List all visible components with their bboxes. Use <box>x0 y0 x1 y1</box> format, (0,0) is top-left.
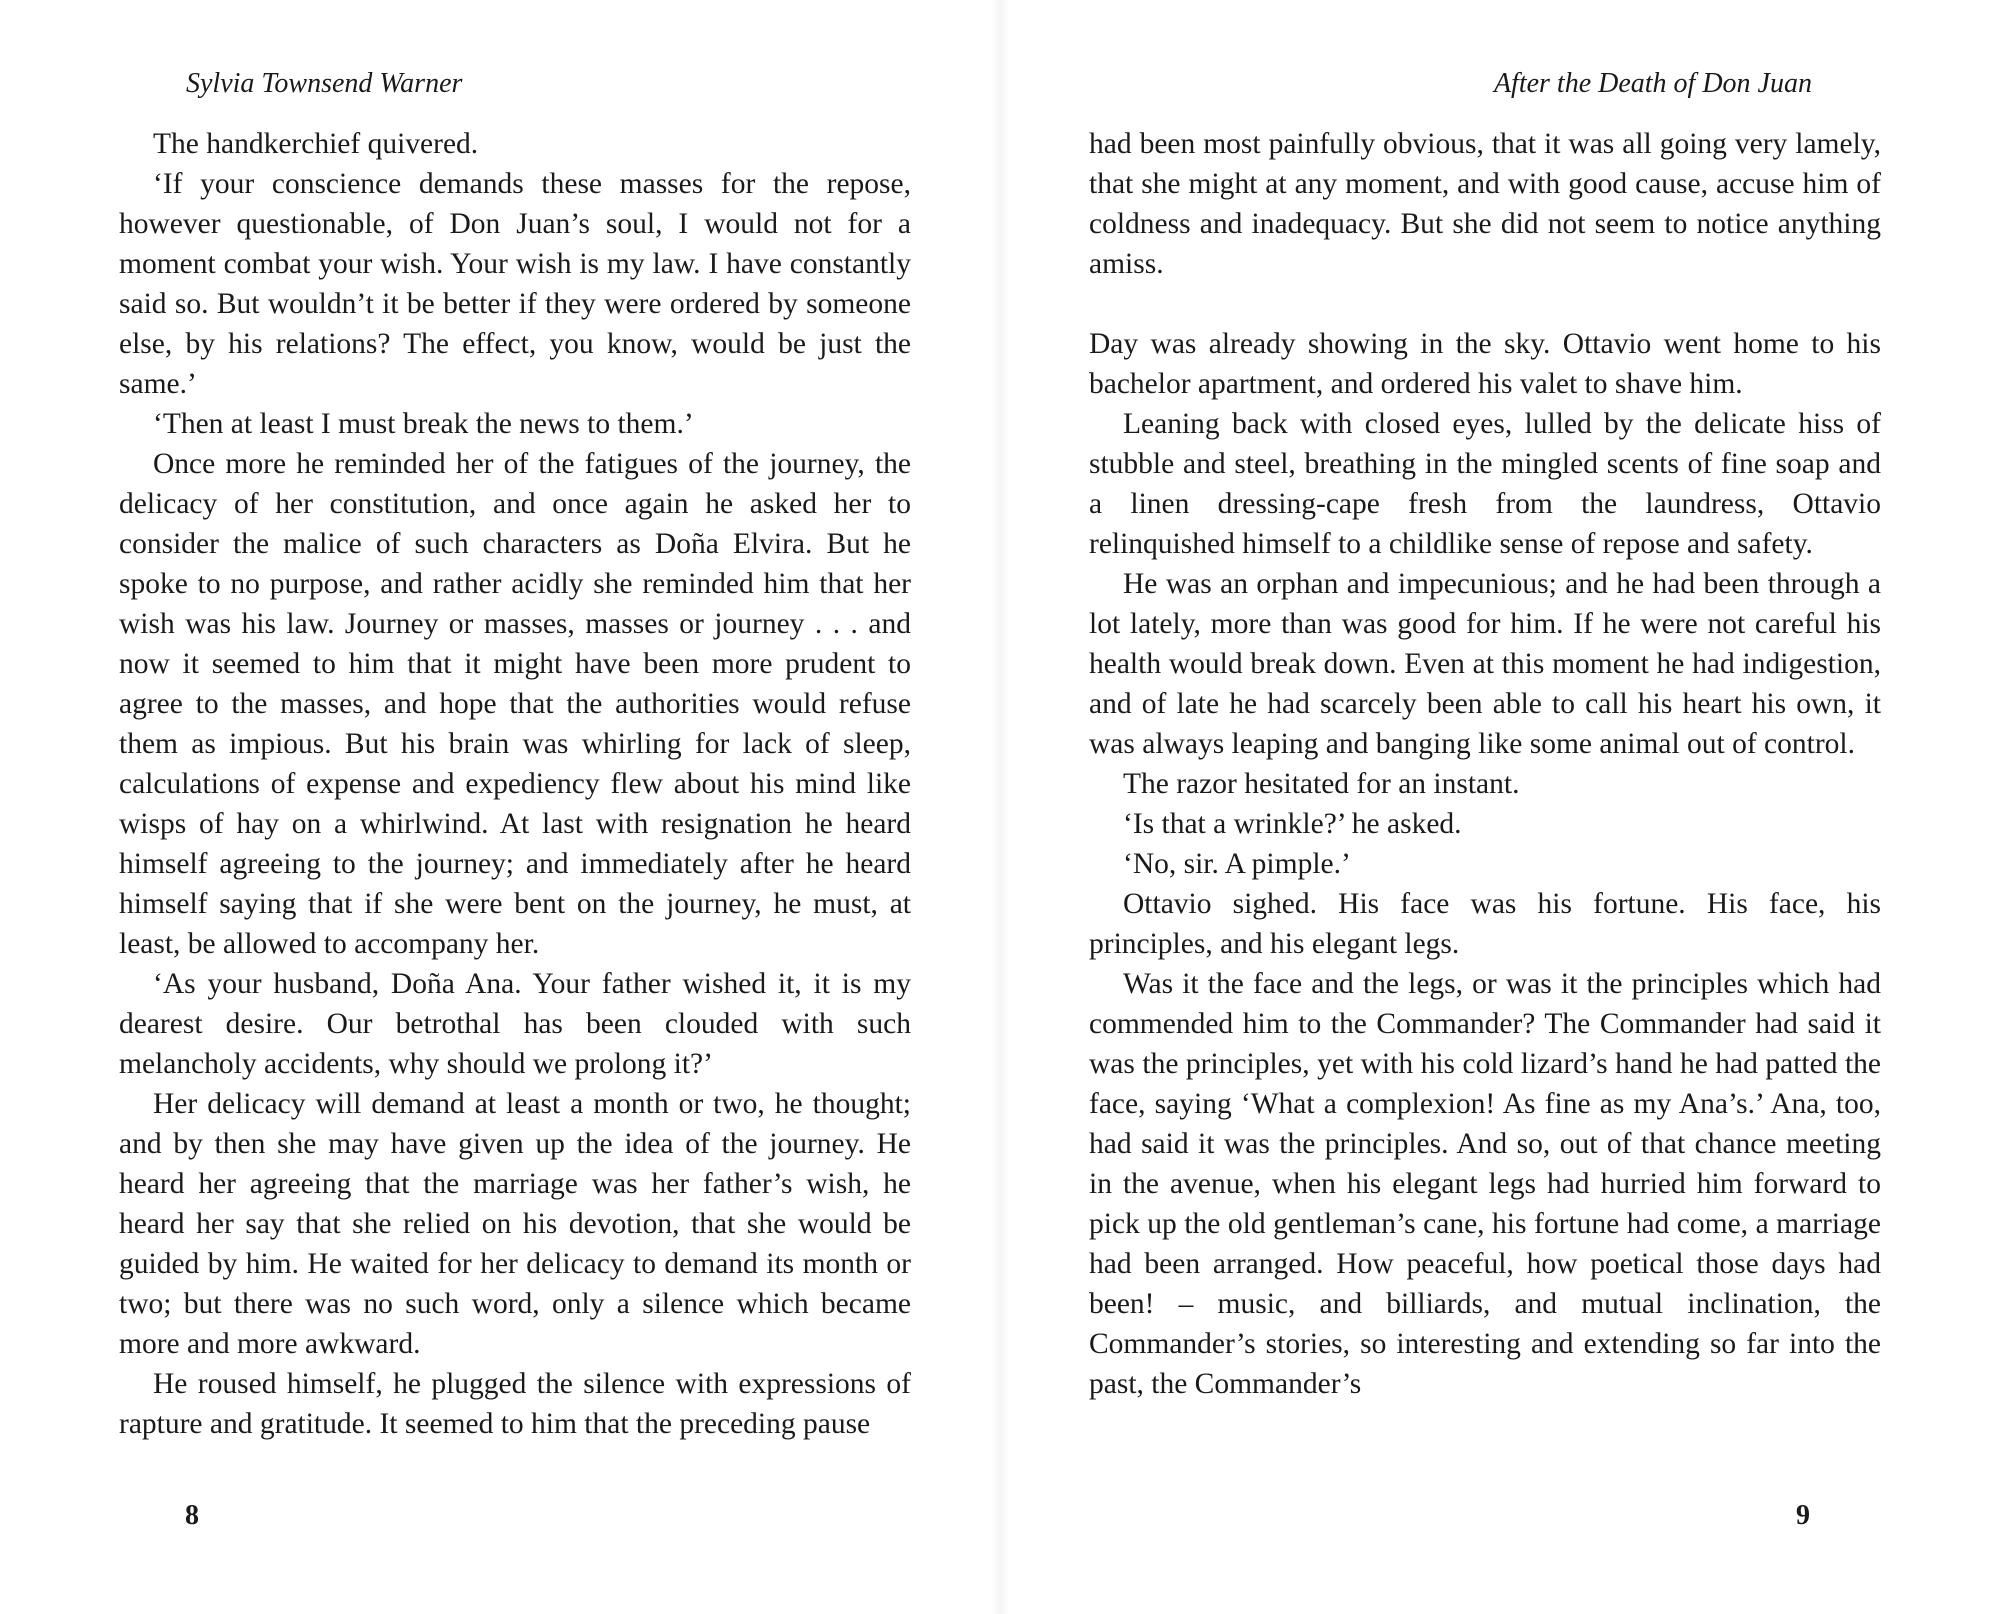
paragraph: He roused himself, he plugged the silence with expressions of rapture and gratitude. It seemed to him that the preceding pause <box>119 1368 911 1440</box>
left-text-block <box>119 124 911 1444</box>
right-text-block <box>1089 124 1881 1404</box>
paragraph: Ottavio sighed. His face was his fortune. His face, his principles, and his elegant legs. <box>1089 888 1881 960</box>
paragraph: Her delicacy will demand at least a month or two, he thought; and by then she may have given up the idea of the journey. He heard her agreeing that the marriage was her father’s wish, he heard her say that she relied on his devotion, that she would be guided by him. He waited for her delicacy to demand its month or two; but there was no such word, only a silence which became more and more awkward. <box>119 1088 911 1360</box>
paragraph: Leaning back with closed eyes, lulled by the delicate hiss of stubble and steel, breathing in the mingled scents of fine soap and a linen dressing-cape fresh from the laundress, Ottavio relinquished himself to a childlike sense of repose and safety. <box>1089 408 1881 560</box>
right-page <box>1000 0 2000 1614</box>
paragraph: ‘No, sir. A pimple.’ <box>1123 848 1351 880</box>
running-head-author: Sylvia Townsend Warner <box>186 68 463 99</box>
paragraph: ‘If your conscience demands these masses for the repose, however questionable, of Don Juan’s soul, I would not for a moment combat your wish. Your wish is my law. I have constantly said so. But wouldn’t it be better if they were ordered by someone else, by his relations? The effect, you know, would be just the same.’ <box>119 168 911 400</box>
page-number: 9 <box>1796 1500 1810 1531</box>
running-head-title: After the Death of Don Juan <box>1493 68 1812 99</box>
paragraph: ‘As your husband, Doña Ana. Your father wished it, it is my dearest desire. Our betrothal has been clouded with such melancholy accidents, why should we prolong it?’ <box>119 968 911 1080</box>
paragraph: The razor hesitated for an instant. <box>1123 768 1520 800</box>
paragraph: Once more he reminded her of the fatigues of the journey, the delicacy of her constitution, and once again he asked her to consider the malice of such characters as Doña Elvira. But he spoke to no purpose, and rather acidly she reminded him that her wish was his law. Journey or masses, masses or journey . . . and now it seemed to him that it might have been more prudent to agree to the masses, and hope that the authorities would refuse them as impious. But his brain was whirling for lack of sleep, calculations of expense and expediency flew about his mind like wisps of hay on a whirlwind. At last with resignation he heard himself agreeing to the journey; and immediately after he heard himself saying that if she were bent on the journey, he must, at least, be allowed to accompany her. <box>119 448 911 960</box>
paragraph: had been most painfully obvious, that it was all going very lamely, that she might at any moment, and with good cause, accuse him of coldness and inadequacy. But she did not seem to notice anything amiss. <box>1089 128 1881 280</box>
paragraph: The handkerchief quivered. <box>153 128 479 160</box>
paragraph: He was an orphan and impecunious; and he had been through a lot lately, more than was good for him. If he were not careful his health would break down. Even at this moment he had indigestion, and of late he had scarcely been able to call his heart his own, it was always leaping and banging like some animal out of control. <box>1089 568 1881 760</box>
paragraph: ‘Is that a wrinkle?’ he asked. <box>1123 808 1462 840</box>
page-number: 8 <box>185 1500 199 1531</box>
paragraph: ‘Then at least I must break the news to them.’ <box>153 408 694 440</box>
paragraph: Was it the face and the legs, or was it the principles which had commended him to the Commander? The Commander had said it was the principles, yet with his cold lizard’s hand he had patted the face, saying ‘What a complexion! As fine as my Ana’s.’ Ana, too, had said it was the principles. And so, out of that chance meeting in the avenue, when his elegant legs had hurried him forward to pick up the old gentleman’s cane, his fortune had come, a marriage had been arranged. How peaceful, how poetical those days had been! – music, and billiards, and mutual inclination, the Commander’s stories, so interesting and extending so far into the past, the Commander’s <box>1089 968 1881 1400</box>
paragraph: Day was already showing in the sky. Ottavio went home to his bachelor apartment, and ordered his valet to shave him. <box>1089 328 1881 400</box>
